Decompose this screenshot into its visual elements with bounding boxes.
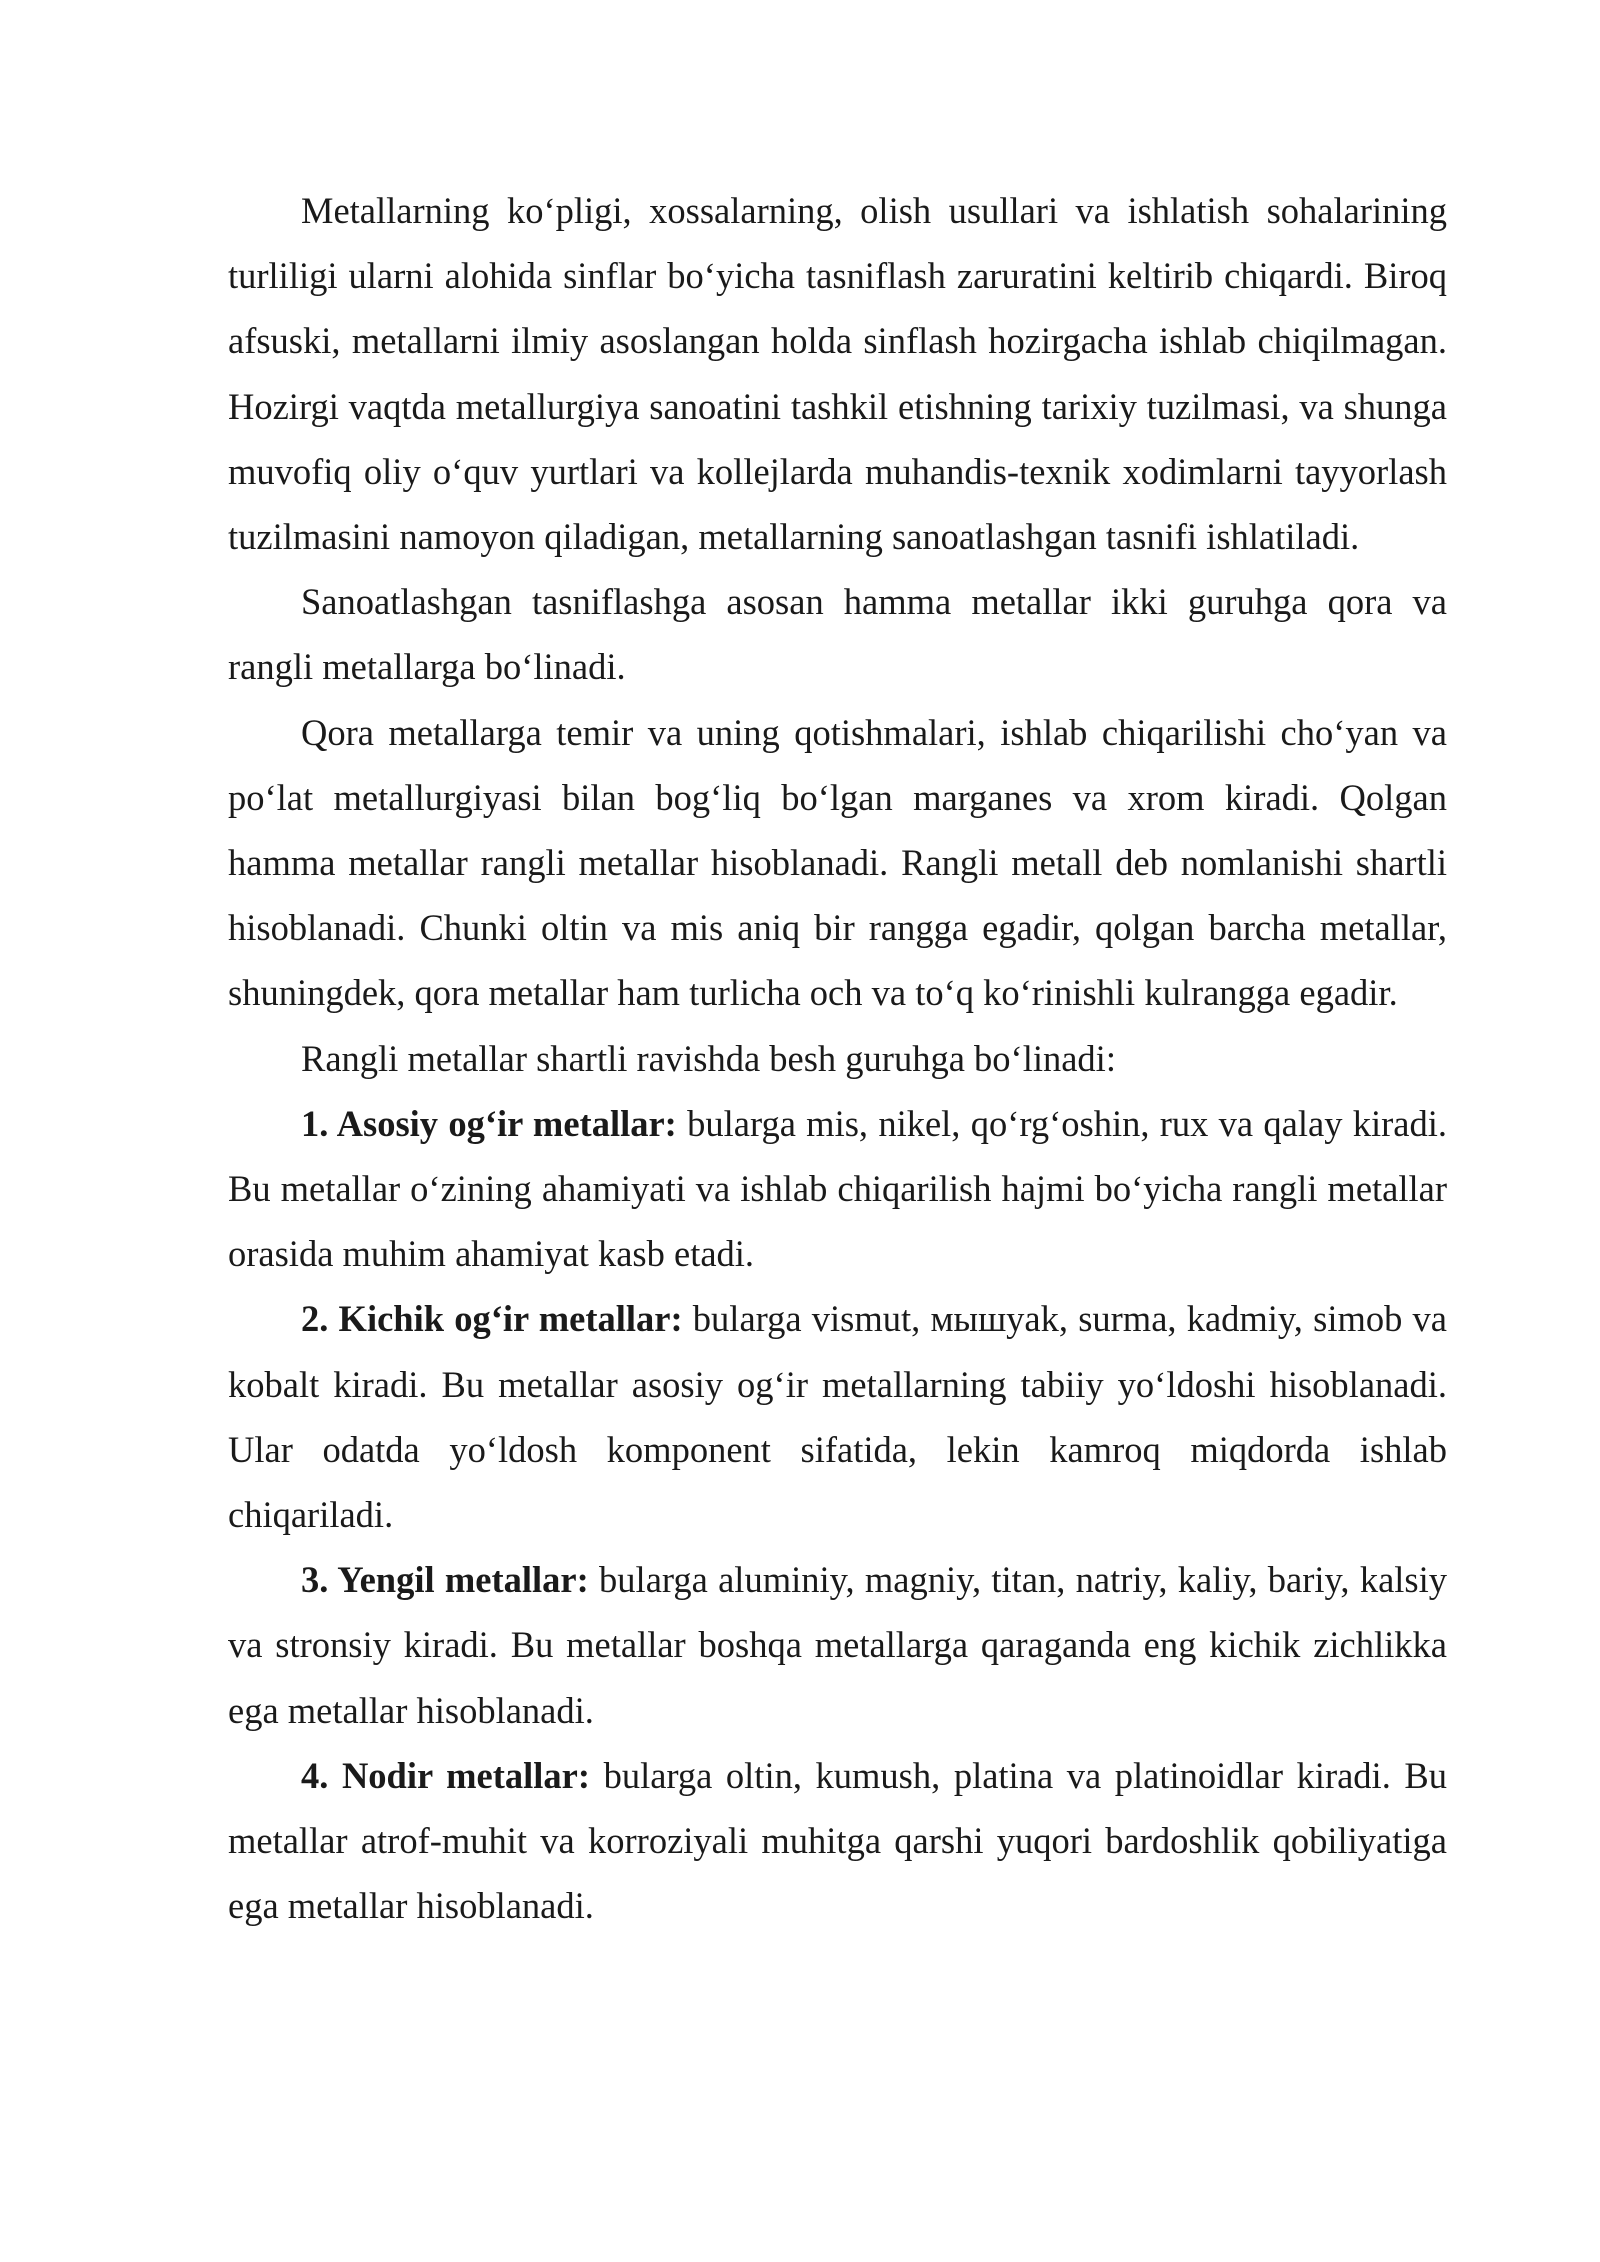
paragraph-nonferrous-groups: Rangli metallar shartli ravishda besh guruhga boʻlinadi: bbox=[301, 1037, 1116, 1079]
paragraph-ferrous-metals: Qora metallarga temir va uning qotishmalari, ishlab chiqarilishi choʻyan va poʻlat metallurgiyasi bilan bogʻliq boʻlgan marganes va xrom kiradi. Qolgan hamma metallar rangli metallar hisoblanadi. Rangli metall deb nomlanishi shartli hisoblanadi. Chunki oltin va mis aniq bir rangga egadir, qolgan barcha metallar, shuningdek, qora metallar ham turlicha och va toʻq koʻrinishli kulrangga egadir. bbox=[228, 711, 1447, 1014]
group-item bbox=[228, 1743, 1447, 1939]
group-item bbox=[228, 1547, 1447, 1743]
document-page bbox=[228, 178, 1447, 1938]
paragraph-intro: Metallarning koʻpligi, xossalarning, olish usullari va ishlatish sohalarining turliligi ularni alohida sinflar boʻyicha tasniflash zaruratini keltirib chiqardi. Biroq afsuski, metallarni ilmiy asoslangan holda sinflash hozirgacha ishlab chiqilmagan. Hozirgi vaqtda metallurgiya sanoatini tashkil etishning tarixiy tuzilmasi, va shunga muvofiq oliy oʻquv yurtlari va kollejlarda muhandis-texnik xodimlarni tayyorlash tuzilmasini namoyon qiladigan, metallarning sanoatlashgan tasnifi ishlatiladi. bbox=[228, 190, 1447, 558]
paragraph-classification: Sanoatlashgan tasniflashga asosan hamma metallar ikki guruhga qora va rangli metallarga boʻlinadi. bbox=[228, 581, 1447, 688]
group-item bbox=[228, 1286, 1447, 1547]
group-text: bularga aluminiy, magniy, titan, natriy, kaliy, bariy, kalsiy va stronsiy kiradi. Bu metallar boshqa metallarga qaraganda eng kichik zichlikka ega metallar hisoblanadi. bbox=[228, 1559, 1448, 1731]
group-heading: 2. Kichik ogʻir metallar: bbox=[301, 1298, 683, 1340]
group-item bbox=[228, 1091, 1447, 1287]
group-text: bularga oltin, kumush, platina va platinoidlar kiradi. Bu metallar atrof-muhit va korroziyali muhitga qarshi yuqori bardoshlik qobiliyatiga ega metallar hisoblanadi. bbox=[228, 1754, 1447, 1927]
group-heading: 3. Yengil metallar: bbox=[301, 1559, 589, 1601]
group-heading: 1. Asosiy ogʻir metallar: bbox=[301, 1102, 677, 1144]
group-text: bularga mis, nikel, qoʻrgʻoshin, rux va qalay kiradi. Bu metallar oʻzining ahamiyati va ishlab chiqarilish hajmi boʻyicha rangli metallar orasida muhim ahamiyat kasb etadi. bbox=[228, 1102, 1447, 1275]
group-heading: 4. Nodir metallar: bbox=[301, 1754, 590, 1796]
group-text: bularga vismut, мышyak, surma, kadmiy, simob va kobalt kiradi. Bu metallar asosiy ogʻir metallarning tabiiy yoʻldoshi hisoblanadi. Ular odatda yoʻldosh komponent sifatida, lekin kamroq miqdorda ishlab chiqariladi. bbox=[228, 1298, 1447, 1536]
